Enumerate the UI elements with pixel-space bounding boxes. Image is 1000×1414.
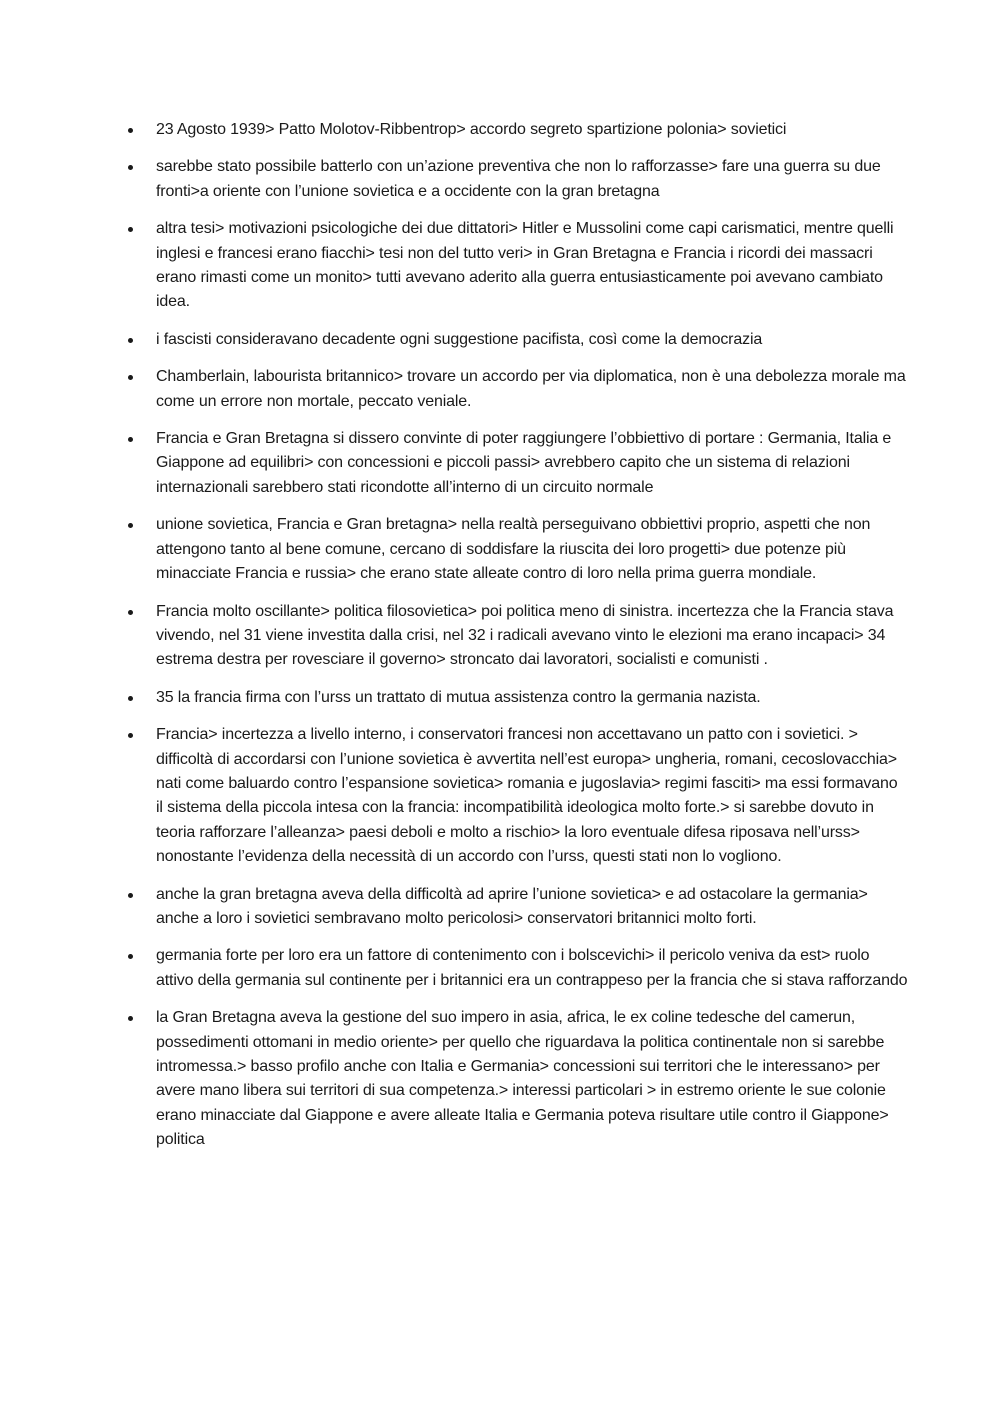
list-item-text: sarebbe stato possibile batterlo con un’azione preventiva che non lo rafforzasse> fare una guerra su due fronti>a oriente con l’unione sovietica e a occidente con la gran bretagna — [156, 158, 881, 200]
list-item-text: Francia> incertezza a livello interno, i conservatori francesi non accettavano un patto con i sovietici. > difficoltà di accordarsi con l’unione sovietica è avvertita nell’est europa> ungheria, romani, cecoslovacchia> nati come baluardo contro l’espansione sovietica> romania e jugoslavia> regimi fasciti> ma essi formavano il sistema della piccola intesa con la francia: incompatibilità ideologica molto forte.> si sarebbe dovuto in teoria rafforzare l’alleanza> paesi deboli e molto a rischio> la loro eventuale difesa riposava nell’urss> nonostante l’evidenza della necessità di un accordo con l’urss, questi stati non lo vogliono. — [156, 726, 898, 866]
list-item — [128, 686, 908, 710]
list-item — [128, 365, 908, 414]
list-item-text: Francia e Gran Bretagna si dissero convinte di poter raggiungere l’obbiettivo di portare : Germania, Italia e Giappone ad equilibri> con concessioni e piccoli passi> avrebbero capito che un sistema di relazioni internazionali sarebbero stati ricondotte all’interno di un circuito normale — [156, 430, 892, 496]
bullet-icon — [128, 733, 133, 738]
bullet-icon — [128, 893, 133, 898]
list-item — [128, 217, 908, 315]
bullet-icon — [128, 954, 133, 959]
list-item-text: i fascisti consideravano decadente ogni suggestione pacifista, così come la democrazia — [156, 330, 763, 348]
list-item-text: unione sovietica, Francia e Gran bretagna> nella realtà perseguivano obbiettivi proprio, aspetti che non attengono tanto al bene comune, cercano di soddisfare la riuscita dei loro progetti> due potenze più minacciate Francia e russia> che erano state alleate contro di loro nella prima guerra mondiale. — [156, 516, 871, 583]
list-item-text: 23 Agosto 1939> Patto Molotov-Ribbentrop> accordo segreto spartizione polonia> sovietici — [156, 121, 787, 138]
bullet-list — [128, 118, 908, 1166]
list-item — [128, 723, 908, 869]
bullet-icon — [128, 227, 133, 232]
bullet-icon — [128, 375, 133, 380]
list-item — [128, 155, 908, 204]
bullet-icon — [128, 523, 133, 528]
list-item-text: 35 la francia firma con l’urss un trattato di mutua assistenza contro la germania nazista. — [156, 688, 761, 706]
bullet-icon — [128, 128, 133, 133]
bullet-icon — [128, 437, 133, 442]
bullet-icon — [128, 610, 133, 615]
list-item-text: Chamberlain, labourista britannico> trovare un accordo per via diplomatica, non è una debolezza morale ma come un errore non mortale, peccato veniale. — [156, 368, 906, 410]
list-item — [128, 513, 908, 586]
list-item — [128, 427, 908, 500]
list-item-text: anche la gran bretagna aveva della difficoltà ad aprire l’unione sovietica> e ad ostacolare la germania> anche a loro i sovietici sembravano molto pericolosi> conservatori britannici molto forti. — [156, 885, 868, 927]
list-item — [128, 600, 908, 673]
list-item-text: altra tesi> motivazioni psicologiche dei due dittatori> Hitler e Mussolini come capi carismatici, mentre quelli inglesi e francesi erano fiacchi> tesi non del tutto veri> in Gran Bretagna e Francia i ricordi dei massacri erano rimasti come un monito> tutti avevano aderito alla guerra entusiasticamente poi avevano cambiato idea. — [156, 220, 894, 311]
list-item-text: Francia molto oscillante> politica filosovietica> poi politica meno di sinistra. incertezza che la Francia stava vivendo, nel 31 viene investita dalla crisi, nel 32 i radicali avevano vinto le elezioni ma erano incapaci> 34 estrema destra per rovesciare il governo> stroncato dai lavoratori, socialisti e comunisti . — [156, 602, 894, 669]
list-item-text: germania forte per loro era un fattore di contenimento con i bolscevichi> il pericolo veniva da est> ruolo attivo della germania sul continente per i britannici era un contrappeso per la francia che si stava rafforzando — [156, 947, 908, 989]
bullet-icon — [128, 338, 133, 343]
list-item-text: la Gran Bretagna aveva la gestione del suo impero in asia, africa, le ex coline tedesche del camerun, possedimenti ottomani in medio oriente> per quello che riguardava la politica continentale non si sarebbe intromessa.> basso profilo anche con Italia e Germania> concessioni sui territori che le interessano> per avere mano libera sui territori di sua competenza.> interessi particolari > in estremo oriente le sue colonie erano minacciate dal Giappone e avere alleate Italia e Germania poteva risultare utile contro il Giappone> politica — [156, 1009, 889, 1149]
bullet-icon — [128, 1016, 133, 1021]
list-item — [128, 328, 908, 352]
bullet-icon — [128, 165, 133, 170]
list-item — [128, 944, 908, 993]
list-item — [128, 1006, 908, 1152]
list-item — [128, 883, 908, 932]
bullet-icon — [128, 696, 133, 701]
list-item — [128, 118, 908, 142]
